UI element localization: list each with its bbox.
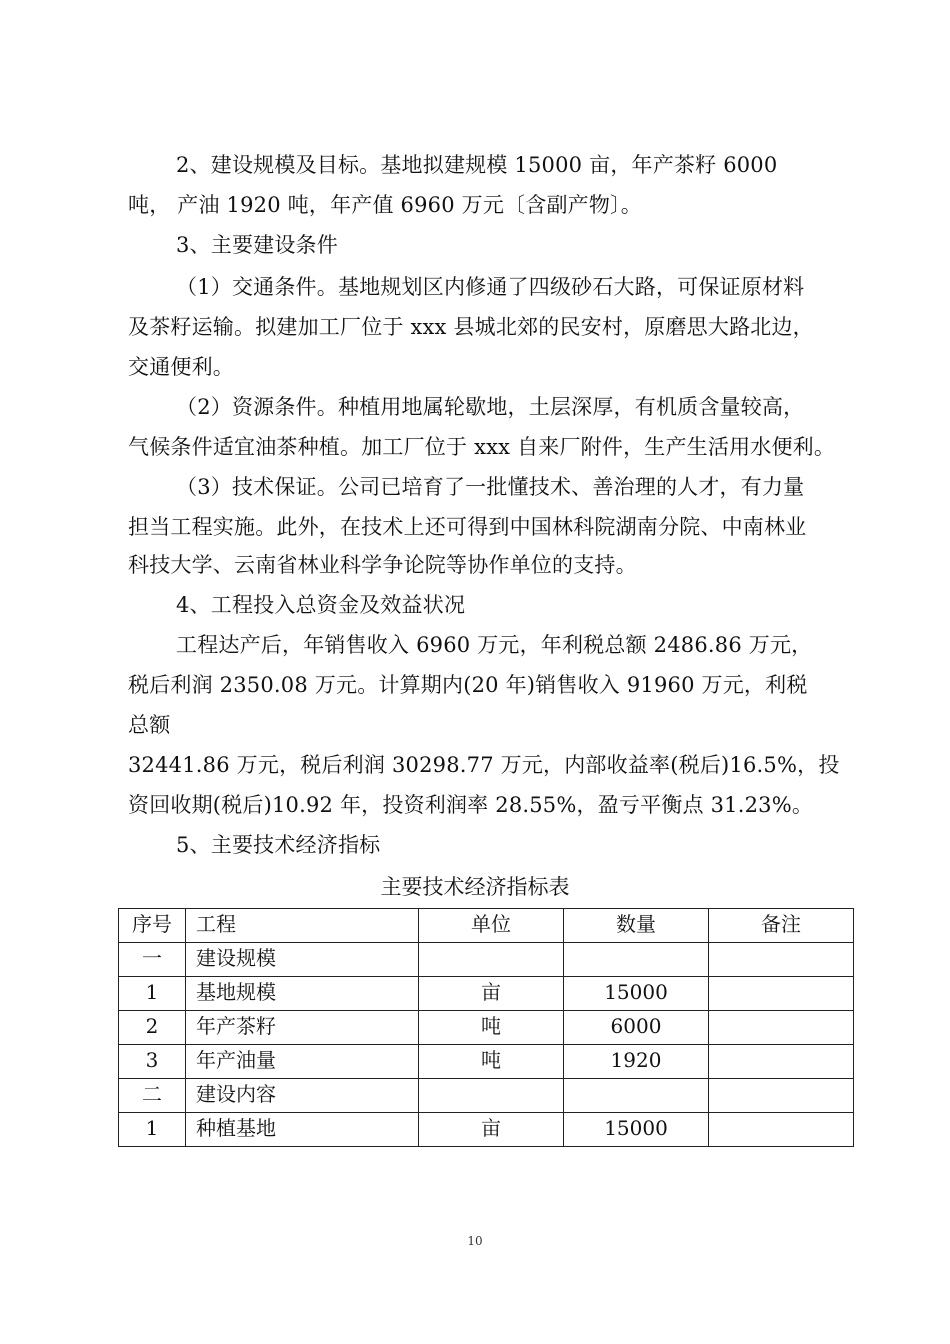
cell-quantity: 15000: [564, 977, 709, 1011]
cell-note: [709, 943, 854, 977]
cell-seq: 2: [119, 1011, 186, 1045]
cell-item: 种植基地: [186, 1113, 419, 1147]
header-item: 工程: [186, 909, 419, 943]
cell-item: 年产油量: [186, 1045, 419, 1079]
paragraph-line: 及茶籽运输。拟建加工厂位于 xxx 县城北郊的民安村，原磨思大路北边，: [128, 315, 814, 339]
cell-quantity: 6000: [564, 1011, 709, 1045]
header-seq: 序号: [119, 909, 186, 943]
cell-item: 年产茶籽: [186, 1011, 419, 1045]
cell-note: [709, 1113, 854, 1147]
cell-unit: 吨: [419, 1045, 564, 1079]
cell-unit: 亩: [419, 977, 564, 1011]
page-number: 10: [467, 1234, 483, 1248]
paragraph-line: 税后利润 2350.08 万元。计算期内(20 年)销售收入 91960 万元，利税: [128, 673, 808, 697]
table-row: [119, 1045, 854, 1079]
header-unit: 单位: [419, 909, 564, 943]
paragraph-line: 吨， 产油 1920 吨，年产值 6960 万元〔含副产物〕。: [128, 193, 642, 217]
cell-unit: 吨: [419, 1011, 564, 1045]
table-row: [119, 977, 854, 1011]
cell-note: [709, 1045, 854, 1079]
cell-quantity: 15000: [564, 1113, 709, 1147]
cell-seq: 3: [119, 1045, 186, 1079]
cell-seq: 1: [119, 1113, 186, 1147]
paragraph-line: 2、建设规模及目标。基地拟建规模 15000 亩，年产茶籽 6000: [176, 153, 778, 177]
paragraph-line: 32441.86 万元，税后利润 30298.77 万元，内部收益率(税后)16.5%，投: [128, 753, 840, 777]
cell-quantity: [564, 943, 709, 977]
section-heading: 3、主要建设条件: [176, 233, 338, 257]
table-row: [119, 1011, 854, 1045]
header-note: 备注: [709, 909, 854, 943]
cell-seq: 二: [119, 1079, 186, 1113]
table-row: [119, 943, 854, 977]
cell-seq: 一: [119, 943, 186, 977]
table-row: [119, 1113, 854, 1147]
section-heading: 5、主要技术经济指标: [176, 833, 381, 857]
section-heading: 4、工程投入总资金及效益状况: [176, 593, 466, 617]
paragraph-line: 交通便利。: [128, 355, 234, 379]
cell-unit: 亩: [419, 1113, 564, 1147]
paragraph-line: 气候条件适宜油茶种植。加工厂位于 xxx 自来厂附件，生产生活用水便利。: [128, 435, 836, 459]
indicators-table: [118, 908, 854, 1147]
table-caption: 主要技术经济指标表: [380, 875, 570, 899]
cell-seq: 1: [119, 977, 186, 1011]
table-header-row: [119, 909, 854, 943]
paragraph-line: 工程达产后，年销售收入 6960 万元，年利税总额 2486.86 万元，: [176, 633, 813, 657]
paragraph-line: （1）交通条件。基地规划区内修通了四级砂石大路，可保证原材料: [176, 275, 805, 299]
cell-unit: [419, 943, 564, 977]
cell-unit: [419, 1079, 564, 1113]
header-quantity: 数量: [564, 909, 709, 943]
cell-item: 建设内容: [186, 1079, 419, 1113]
paragraph-line: 总额: [128, 713, 171, 737]
paragraph-line: 科技大学、云南省林业科学争论院等协作单位的支持。: [128, 553, 637, 577]
cell-item: 基地规模: [186, 977, 419, 1011]
cell-note: [709, 1011, 854, 1045]
paragraph-line: （2）资源条件。种植用地属轮歇地，土层深厚，有机质含量较高，: [176, 395, 805, 419]
cell-note: [709, 977, 854, 1011]
paragraph-line: 担当工程实施。此外，在技术上还可得到中国林科院湖南分院、中南林业: [128, 515, 807, 539]
cell-item: 建设规模: [186, 943, 419, 977]
cell-quantity: 1920: [564, 1045, 709, 1079]
table-row: [119, 1079, 854, 1113]
paragraph-line: 资回收期(税后)10.92 年，投资利润率 28.55%，盈亏平衡点 31.23%。: [128, 793, 814, 817]
paragraph-line: （3）技术保证。公司已培育了一批懂技术、善治理的人才，有力量: [176, 475, 805, 499]
cell-note: [709, 1079, 854, 1113]
cell-quantity: [564, 1079, 709, 1113]
